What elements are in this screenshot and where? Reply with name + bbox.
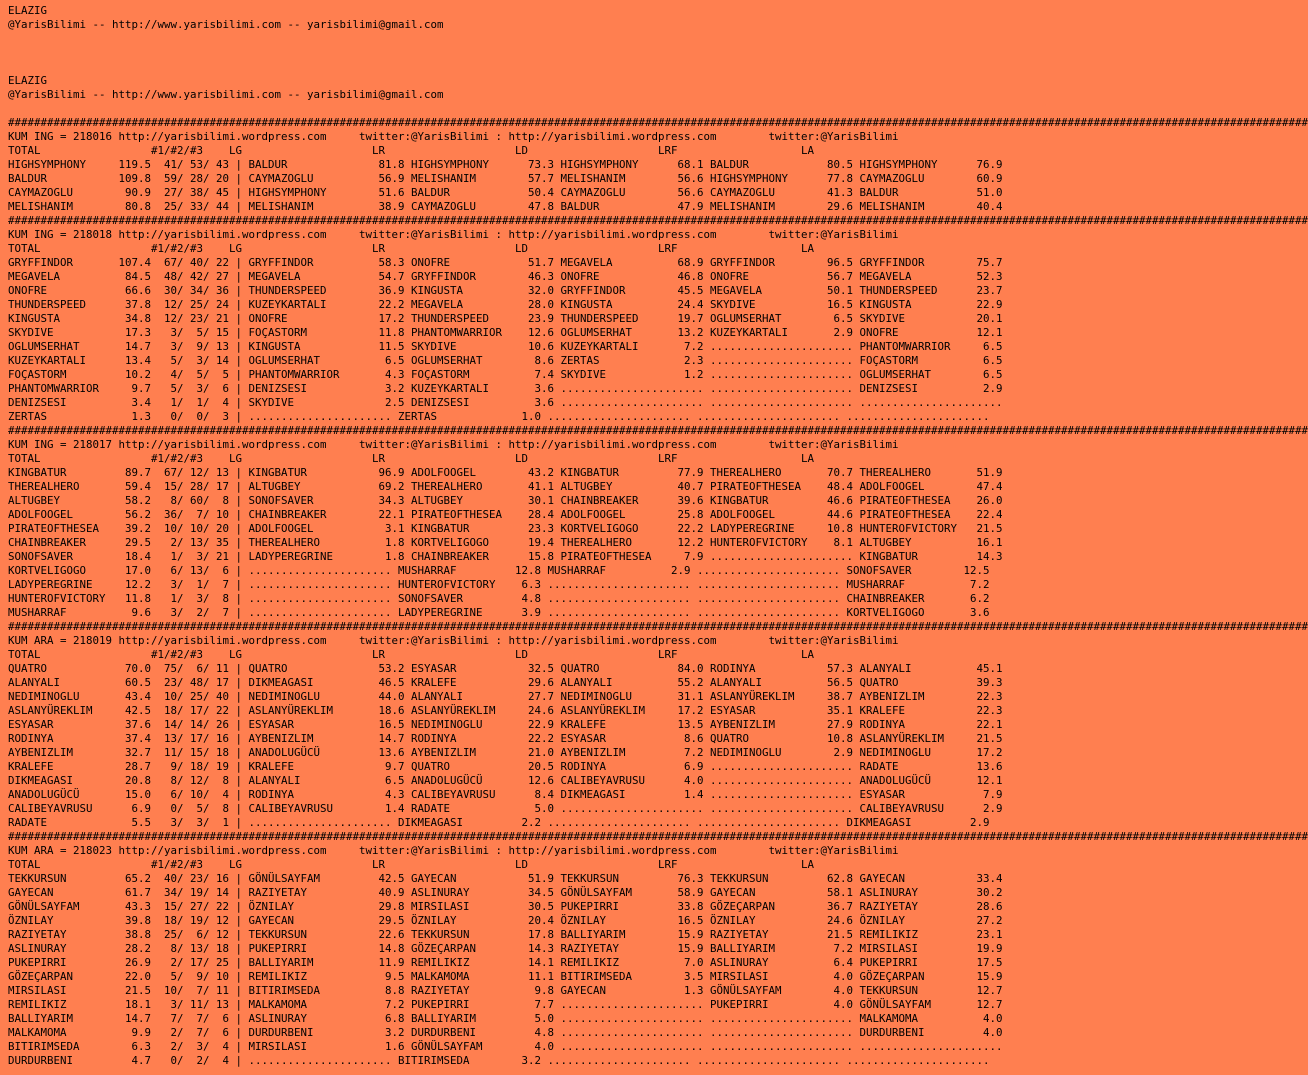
text-line: DIKMEAGASI 20.8 8/ 12/ 8 | ALANYALI 6.5 ANADOLUGÜCÜ 12.6 CALIBEYAVRUSU 4.0 ...................... ANADOLUGÜCÜ 12.1 <box>8 774 1003 787</box>
text-line: RAZIYETAY 38.8 25/ 6/ 12 | TEKKURSUN 22.6 TEKKURSUN 17.8 BALLIYARIM 15.9 RAZIYETAY 21.5 REMILIKIZ 23.1 <box>8 928 1003 941</box>
text-line: ######################################################################################################################################################################################################## <box>8 424 1308 437</box>
text-line: BALLIYARIM 14.7 7/ 7/ 6 | ASLINURAY 6.8 BALLIYARIM 5.0 ...................... ...................... MALKAMOMA 4.0 <box>8 1012 1003 1025</box>
text-line: TOTAL #1/#2/#3 LG LR LD LRF LA <box>8 452 815 465</box>
text-line: ELAZIG <box>8 4 48 17</box>
text-line: ELAZIG <box>8 74 48 87</box>
text-line: KINGBATUR 89.7 67/ 12/ 13 | KINGBATUR 96.9 ADOLFOOGEL 43.2 KINGBATUR 77.9 THEREALHERO 70.7 THEREALHERO 51.9 <box>8 466 1003 479</box>
text-line: TEKKURSUN 65.2 40/ 23/ 16 | GÖNÜLSAYFAM 42.5 GAYECAN 51.9 TEKKURSUN 76.3 TEKKURSUN 62.8 GAYECAN 33.4 <box>8 872 1003 885</box>
text-line: DENIZSESI 3.4 1/ 1/ 4 | SKYDIVE 2.5 DENIZSESI 3.6 ...................... ...................... ...................... <box>8 396 1003 409</box>
text-line: ASLANYÜREKLIM 42.5 18/ 17/ 22 | ASLANYÜREKLIM 18.6 ASLANYÜREKLIM 24.6 ASLANYÜREKLIM 17.2 ESYASAR 35.1 KRALEFE 22.3 <box>8 704 1003 717</box>
text-line: SONOFSAVER 18.4 1/ 3/ 21 | LADYPEREGRINE 1.8 CHAINBREAKER 15.8 PIRATEOFTHESEA 7.9 ...................... KINGBATUR 14.3 <box>8 550 1003 563</box>
text-line: GÖNÜLSAYFAM 43.3 15/ 27/ 22 | ÖZNILAY 29.8 MIRSILASI 30.5 PUKEPIRRI 33.8 GÖZEÇARPAN 36.7 RAZIYETAY 28.6 <box>8 900 1003 913</box>
text-line: HIGHSYMPHONY 119.5 41/ 53/ 43 | BALDUR 81.8 HIGHSYMPHONY 73.3 HIGHSYMPHONY 68.1 BALDUR 80.5 HIGHSYMPHONY 76.9 <box>8 158 1003 171</box>
text-line: PHANTOMWARRIOR 9.7 5/ 3/ 6 | DENIZSESI 3.2 KUZEYKARTALI 3.6 ...................... ...................... DENIZSESI 2.9 <box>8 382 1003 395</box>
text-line: OGLUMSERHAT 14.7 3/ 9/ 13 | KINGUSTA 11.5 SKYDIVE 10.6 KUZEYKARTALI 7.2 ...................... PHANTOMWARRIOR 6.5 <box>8 340 1003 353</box>
text-line: DURDURBENI 4.7 0/ 2/ 4 | ...................... BITIRIMSEDA 3.2 ...................... ...................... ...................... <box>8 1054 990 1067</box>
text-line: ALTUGBEY 58.2 8/ 60/ 8 | SONOFSAVER 34.3 ALTUGBEY 30.1 CHAINBREAKER 39.6 KINGBATUR 46.6 PIRATEOFTHESEA 26.0 <box>8 494 1003 507</box>
text-line: RODINYA 37.4 13/ 17/ 16 | AYBENIZLIM 14.7 RODINYA 22.2 ESYASAR 8.6 QUATRO 10.8 ASLANYÜREKLIM 21.5 <box>8 732 1003 745</box>
text-line: ######################################################################################################################################################################################################## <box>8 620 1308 633</box>
text-line: KUM ING = 218017 http://yarisbilimi.wordpress.com twitter:@YarisBilimi : http://yarisbilimi.wordpress.com twitter:@YarisBilimi <box>8 438 899 451</box>
text-line: KRALEFE 28.7 9/ 18/ 19 | KRALEFE 9.7 QUATRO 20.5 RODINYA 6.9 ...................... RADATE 13.6 <box>8 760 1003 773</box>
text-line: BITIRIMSEDA 6.3 2/ 3/ 4 | MIRSILASI 1.6 GÖNÜLSAYFAM 4.0 ...................... ...................... ...................... <box>8 1040 1003 1053</box>
text-line <box>8 32 1073 46</box>
text-line: CAYMAZOGLU 90.9 27/ 38/ 45 | HIGHSYMPHONY 51.6 BALDUR 50.4 CAYMAZOGLU 56.6 CAYMAZOGLU 41.3 BALDUR 51.0 <box>8 186 1003 199</box>
text-line: KUZEYKARTALI 13.4 5/ 3/ 14 | OGLUMSERHAT 6.5 OGLUMSERHAT 8.6 ZERTAS 2.3 ...................... FOÇASTORM 6.5 <box>8 354 1003 367</box>
text-line: KUM ARA = 218019 http://yarisbilimi.wordpress.com twitter:@YarisBilimi : http://yarisbilimi.wordpress.com twitter:@YarisBilimi <box>8 634 899 647</box>
text-line: GAYECAN 61.7 34/ 19/ 14 | RAZIYETAY 40.9 ASLINURAY 34.5 GÖNÜLSAYFAM 58.9 GAYECAN 58.1 ASLINURAY 30.2 <box>8 886 1003 899</box>
text-line: KUM ARA = 218023 http://yarisbilimi.wordpress.com twitter:@YarisBilimi : http://yarisbilimi.wordpress.com twitter:@YarisBilimi <box>8 844 899 857</box>
text-line: TOTAL #1/#2/#3 LG LR LD LRF LA <box>8 858 815 871</box>
text-line: RADATE 5.5 3/ 3/ 1 | ...................... DIKMEAGASI 2.2 ...................... ...................... DIKMEAGASI 2.9 <box>8 816 990 829</box>
text-line: REMILIKIZ 18.1 3/ 11/ 13 | MALKAMOMA 7.2 PUKEPIRRI 7.7 ...................... PUKEPIRRI 4.0 GÖNÜLSAYFAM 12.7 <box>8 998 1003 1011</box>
text-line: THUNDERSPEED 37.8 12/ 25/ 24 | KUZEYKARTALI 22.2 MEGAVELA 28.0 KINGUSTA 24.4 SKYDIVE 16.5 KINGUSTA 22.9 <box>8 298 1003 311</box>
text-line: ÖZNILAY 39.8 18/ 19/ 12 | GAYECAN 29.5 ÖZNILAY 20.4 ÖZNILAY 16.5 ÖZNILAY 24.6 ÖZNILAY 27.2 <box>8 914 1003 927</box>
text-line: HUNTEROFVICTORY 11.8 1/ 3/ 8 | ...................... SONOFSAVER 4.8 ...................... ...................... CHAINBREAKER 6.2 <box>8 592 990 605</box>
text-line: KUM ING = 218016 http://yarisbilimi.wordpress.com twitter:@YarisBilimi : http://yarisbilimi.wordpress.com twitter:@YarisBilimi <box>8 130 899 143</box>
text-line: ######################################################################################################################################################################################################## <box>8 116 1308 129</box>
text-line: MEGAVELA 84.5 48/ 42/ 27 | MEGAVELA 54.7 GRYFFINDOR 46.3 ONOFRE 46.8 ONOFRE 56.7 MEGAVELA 52.3 <box>8 270 1003 283</box>
text-line: BALDUR 109.8 59/ 28/ 20 | CAYMAZOGLU 56.9 MELISHANIM 57.7 MELISHANIM 56.6 HIGHSYMPHONY 77.8 CAYMAZOGLU 60.9 <box>8 172 1003 185</box>
text-line: NEDIMINOGLU 43.4 10/ 25/ 40 | NEDIMINOGLU 44.0 ALANYALI 27.7 NEDIMINOGLU 31.1 ASLANYÜREKLIM 38.7 AYBENIZLIM 22.3 <box>8 690 1003 703</box>
text-line: GÖZEÇARPAN 22.0 5/ 9/ 10 | REMILIKIZ 9.5 MALKAMOMA 11.1 BITIRIMSEDA 3.5 MIRSILASI 4.0 GÖZEÇARPAN 15.9 <box>8 970 1003 983</box>
text-line: ANADOLUGÜCÜ 15.0 6/ 10/ 4 | RODINYA 4.3 CALIBEYAVRUSU 8.4 DIKMEAGASI 1.4 ...................... ESYASAR 7.9 <box>8 788 1003 801</box>
text-line: MUSHARRAF 9.6 3/ 2/ 7 | ...................... LADYPEREGRINE 3.9 ...................... ...................... KORTVELIGOGO 3.6 <box>8 606 990 619</box>
text-line: ALANYALI 60.5 23/ 48/ 17 | DIKMEAGASI 46.5 KRALEFE 29.6 ALANYALI 55.2 ALANYALI 56.5 QUATRO 39.3 <box>8 676 1003 689</box>
text-line: PUKEPIRRI 26.9 2/ 17/ 25 | BALLIYARIM 11.9 REMILIKIZ 14.1 REMILIKIZ 7.0 ASLINURAY 6.4 PUKEPIRRI 17.5 <box>8 956 1003 969</box>
text-line: ######################################################################################################################################################################################################## <box>8 830 1308 843</box>
text-line: ADOLFOOGEL 56.2 36/ 7/ 10 | CHAINBREAKER 22.1 PIRATEOFTHESEA 28.4 ADOLFOOGEL 25.8 ADOLFOOGEL 44.6 PIRATEOFTHESEA 22.4 <box>8 508 1003 521</box>
text-line: GRYFFINDOR 107.4 67/ 40/ 22 | GRYFFINDOR 58.3 ONOFRE 51.7 MEGAVELA 68.9 GRYFFINDOR 96.5 GRYFFINDOR 75.7 <box>8 256 1003 269</box>
text-line: SKYDIVE 17.3 3/ 5/ 15 | FOÇASTORM 11.8 PHANTOMWARRIOR 12.6 OGLUMSERHAT 13.2 KUZEYKARTALI 2.9 ONOFRE 12.1 <box>8 326 1003 339</box>
text-line: TOTAL #1/#2/#3 LG LR LD LRF LA <box>8 144 815 157</box>
text-line: KUM ING = 218018 http://yarisbilimi.wordpress.com twitter:@YarisBilimi : http://yarisbilimi.wordpress.com twitter:@YarisBilimi <box>8 228 899 241</box>
text-line: CHAINBREAKER 29.5 2/ 13/ 35 | THEREALHERO 1.8 KORTVELIGOGO 19.4 THEREALHERO 12.2 HUNTEROFVICTORY 8.1 ALTUGBEY 16.1 <box>8 536 1003 549</box>
text-line: ESYASAR 37.6 14/ 14/ 26 | ESYASAR 16.5 NEDIMINOGLU 22.9 KRALEFE 13.5 AYBENIZLIM 27.9 RODINYA 22.1 <box>8 718 1003 731</box>
text-line: @YarisBilimi -- http://www.yarisbilimi.com -- yarisbilimi@gmail.com <box>8 88 444 101</box>
text-line: LADYPEREGRINE 12.2 3/ 1/ 7 | ...................... HUNTEROFVICTORY 6.3 ...................... ...................... MUSHARRAF 7.2 <box>8 578 990 591</box>
text-line: TOTAL #1/#2/#3 LG LR LD LRF LA <box>8 648 815 661</box>
text-line: MELISHANIM 80.8 25/ 33/ 44 | MELISHANIM 38.9 CAYMAZOGLU 47.8 BALDUR 47.9 MELISHANIM 29.6 MELISHANIM 40.4 <box>8 200 1003 213</box>
text-line <box>8 60 1073 74</box>
text-line: TOTAL #1/#2/#3 LG LR LD LRF LA <box>8 242 815 255</box>
text-line: THEREALHERO 59.4 15/ 28/ 17 | ALTUGBEY 69.2 THEREALHERO 41.1 ALTUGBEY 40.7 PIRATEOFTHESEA 48.4 ADOLFOOGEL 47.4 <box>8 480 1003 493</box>
text-line: CALIBEYAVRUSU 6.9 0/ 5/ 8 | CALIBEYAVRUSU 1.4 RADATE 5.0 ...................... ...................... CALIBEYAVRUSU 2.9 <box>8 802 1003 815</box>
text-line: MALKAMOMA 9.9 2/ 7/ 6 | DURDURBENI 3.2 DURDURBENI 4.8 ...................... ...................... DURDURBENI 4.0 <box>8 1026 1003 1039</box>
text-line: ONOFRE 66.6 30/ 34/ 36 | THUNDERSPEED 36.9 KINGUSTA 32.0 GRYFFINDOR 45.5 MEGAVELA 50.1 THUNDERSPEED 23.7 <box>8 284 1003 297</box>
text-line: @YarisBilimi -- http://www.yarisbilimi.com -- yarisbilimi@gmail.com <box>8 18 444 31</box>
text-line: QUATRO 70.0 75/ 6/ 11 | QUATRO 53.2 ESYASAR 32.5 QUATRO 84.0 RODINYA 57.3 ALANYALI 45.1 <box>8 662 1003 675</box>
text-line: ZERTAS 1.3 0/ 0/ 3 | ...................... ZERTAS 1.0 ...................... ...................... ...................... <box>8 410 990 423</box>
text-line: AYBENIZLIM 32.7 11/ 15/ 18 | ANADOLUGÜCÜ 13.6 AYBENIZLIM 21.0 AYBENIZLIM 7.2 NEDIMINOGLU 2.9 NEDIMINOGLU 17.2 <box>8 746 1003 759</box>
text-line <box>8 102 1073 116</box>
text-line: FOÇASTORM 10.2 4/ 5/ 5 | PHANTOMWARRIOR 4.3 FOÇASTORM 7.4 SKYDIVE 1.2 ...................... OGLUMSERHAT 6.5 <box>8 368 1003 381</box>
text-line: PIRATEOFTHESEA 39.2 10/ 10/ 20 | ADOLFOOGEL 3.1 KINGBATUR 23.3 KORTVELIGOGO 22.2 LADYPEREGRINE 10.8 HUNTEROFVICTORY 21.5 <box>8 522 1003 535</box>
text-line <box>8 46 1073 60</box>
text-line: ######################################################################################################################################################################################################## <box>8 214 1308 227</box>
text-line: KORTVELIGOGO 17.0 6/ 13/ 6 | ...................... MUSHARRAF 12.8 MUSHARRAF 2.9 ...................... SONOFSAVER 12.5 <box>8 564 990 577</box>
text-line: ASLINURAY 28.2 8/ 13/ 18 | PUKEPIRRI 14.8 GÖZEÇARPAN 14.3 RAZIYETAY 15.9 BALLIYARIM 7.2 MIRSILASI 19.9 <box>8 942 1003 955</box>
text-line: KINGUSTA 34.8 12/ 23/ 21 | ONOFRE 17.2 THUNDERSPEED 23.9 THUNDERSPEED 19.7 OGLUMSERHAT 6.5 SKYDIVE 20.1 <box>8 312 1003 325</box>
text-line: MIRSILASI 21.5 10/ 7/ 11 | BITIRIMSEDA 8.8 RAZIYETAY 9.8 GAYECAN 1.3 GÖNÜLSAYFAM 4.0 TEKKURSUN 12.7 <box>8 984 1003 997</box>
